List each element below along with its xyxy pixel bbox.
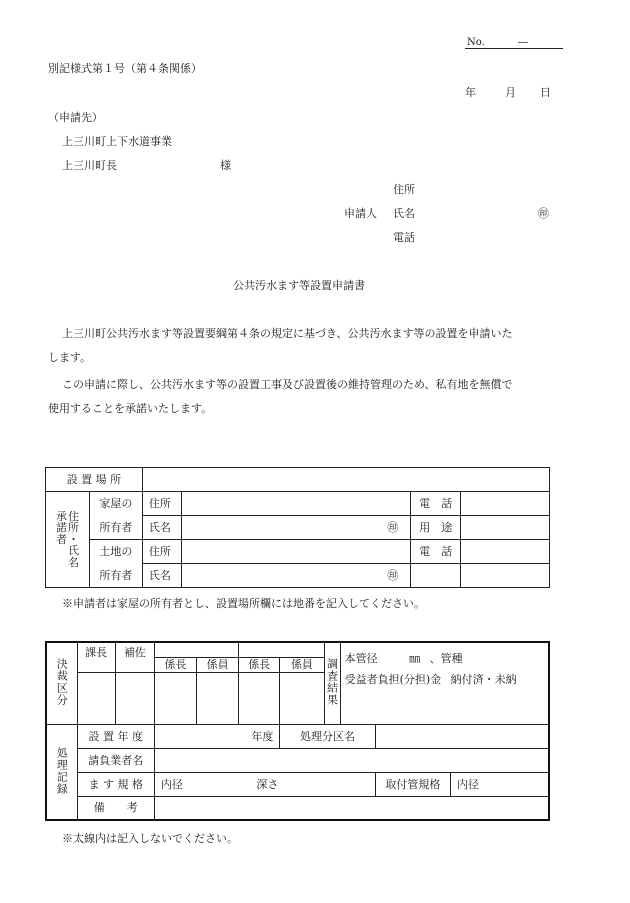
chief-label-2: 係長 xyxy=(239,657,280,672)
spec-label: ま す 規 格 xyxy=(77,772,154,796)
number-dash: ― xyxy=(517,37,528,48)
paid-status: 納付済・未納 xyxy=(450,672,517,686)
number-prefix: No. xyxy=(467,37,485,48)
addressee-honorific: 様 xyxy=(220,159,231,172)
applicant-address-label: 住所 xyxy=(393,183,415,196)
addressee-line2: 上三川町長 xyxy=(62,159,117,172)
chief2-seal-box xyxy=(239,672,280,724)
date-month: 月 xyxy=(505,86,516,99)
consent-char-8: 名 xyxy=(67,555,79,569)
records-label xyxy=(46,724,77,820)
applicant-label: 申請人 xyxy=(344,207,377,220)
survey-text: 調査結果 xyxy=(325,658,339,707)
pipe-spec-field xyxy=(451,772,550,796)
charge-label: 受益者負担(分担)金 xyxy=(344,672,442,686)
staff-label-1: 係員 xyxy=(197,657,239,672)
use-field[interactable] xyxy=(461,516,550,540)
section-chief-label: 課長 xyxy=(77,642,115,672)
contractor-label: 請負業者名 xyxy=(77,748,154,772)
spec-field xyxy=(154,772,375,796)
office-use-table xyxy=(45,641,550,821)
district-field xyxy=(375,724,549,748)
body-paragraph2-line2: 使用することを承諾いたします。 xyxy=(48,402,213,415)
survey-label xyxy=(324,642,340,724)
main-pipe-label: 本管径 xyxy=(344,652,378,665)
date-year: 年 xyxy=(465,86,476,99)
consent-char-2: 諾 xyxy=(55,521,67,535)
consent-char-4: 住 xyxy=(67,509,79,523)
location-label: 設 置 場 所 xyxy=(46,468,143,492)
remarks-label: 備 考 xyxy=(77,796,154,820)
land-address-label: 住所 xyxy=(142,540,181,564)
inner2-label: 内径 xyxy=(457,777,479,791)
house-seal: ㊞ xyxy=(387,521,399,534)
table2-note: ※太線内は記入しないでください。 xyxy=(62,832,238,845)
applicant-name-label: 氏名 xyxy=(393,207,415,220)
consent-char-1: 承 xyxy=(55,509,67,523)
consent-char-5: 所 xyxy=(67,521,79,535)
applicant-seal: ㊞ xyxy=(538,207,549,220)
house-name-label: 氏名 xyxy=(142,516,181,540)
remarks-field xyxy=(154,796,549,820)
house-phone-label: 電 話 xyxy=(411,492,461,516)
house-owner-label-1: 家屋の xyxy=(89,492,142,516)
consent-label xyxy=(46,492,90,588)
staff-label-2: 係員 xyxy=(280,657,324,672)
mm-unit: ㎜ xyxy=(409,652,421,665)
body-paragraph1-line2: します。 xyxy=(48,351,92,364)
consent-char-3: 者 xyxy=(55,532,67,546)
house-owner-label-2: 所有者 xyxy=(89,516,142,540)
land-owner-label-1: 土地の xyxy=(89,540,142,564)
assistant-label: 補佐 xyxy=(115,642,154,672)
records-text: 処理記録 xyxy=(55,746,69,795)
land-name-label: 氏名 xyxy=(142,564,181,588)
assistant-seal-box xyxy=(115,672,154,724)
land-phone-field[interactable] xyxy=(461,540,550,564)
group2-header xyxy=(239,642,324,657)
house-name-field[interactable] xyxy=(181,516,410,540)
section-chief-seal-box xyxy=(77,672,115,724)
addressee-label: （申請先） xyxy=(48,111,103,124)
location-field[interactable] xyxy=(142,468,549,492)
land-phone-label: 電 話 xyxy=(411,540,461,564)
house-address-label: 住所 xyxy=(142,492,181,516)
number-underline xyxy=(465,45,563,49)
use-label: 用 途 xyxy=(411,516,461,540)
survey-result-area xyxy=(340,642,549,724)
group1-header xyxy=(154,642,238,657)
install-year-field xyxy=(154,724,279,748)
application-table xyxy=(45,467,550,588)
applicant-phone-label: 電話 xyxy=(393,231,415,244)
land-address-field[interactable] xyxy=(181,540,410,564)
chief-label-1: 係長 xyxy=(154,657,196,672)
inner-label: 内径 xyxy=(160,777,183,791)
land-owner-label-2: 所有者 xyxy=(89,564,142,588)
land-blank-2 xyxy=(461,564,550,588)
land-name-field[interactable] xyxy=(181,564,410,588)
install-year-label: 設 置 年 度 xyxy=(77,724,154,748)
body-paragraph1-line1: 上三川町公共汚水ます等設置要綱第４条の規定に基づき、公共汚水ます等の設置を申請いた xyxy=(62,327,513,340)
date-day: 日 xyxy=(540,86,551,99)
staff2-seal-box xyxy=(280,672,324,724)
form-label: 別記様式第１号（第４条関係） xyxy=(48,62,202,75)
land-blank-1 xyxy=(411,564,461,588)
addressee-line1: 上三川町上下水道事業 xyxy=(62,135,172,148)
document-title: 公共汚水ます等設置申請書 xyxy=(233,279,365,292)
house-phone-field[interactable] xyxy=(461,492,550,516)
consent-char-7: 氏 xyxy=(67,544,79,558)
depth-label: 深さ xyxy=(256,777,279,791)
body-paragraph2-line1: この申請に際し、公共汚水ます等の設置工事及び設置後の維持管理のため、私有地を無償で xyxy=(62,378,513,391)
pipe-type-label: 、管種 xyxy=(429,652,463,665)
house-address-field[interactable] xyxy=(181,492,410,516)
district-label: 処理分区名 xyxy=(280,724,375,748)
year-unit: 年度 xyxy=(251,729,274,743)
contractor-field xyxy=(154,748,549,772)
decision-label xyxy=(46,642,77,724)
pipe-spec-label: 取付管規格 xyxy=(375,772,450,796)
staff1-seal-box xyxy=(197,672,239,724)
decision-text: 決裁区分 xyxy=(55,658,69,707)
land-seal: ㊞ xyxy=(387,569,399,582)
consent-char-6: ・ xyxy=(67,532,79,546)
table1-note: ※申請者は家屋の所有者とし、設置場所欄には地番を記入してください。 xyxy=(62,597,425,610)
chief1-seal-box xyxy=(154,672,196,724)
